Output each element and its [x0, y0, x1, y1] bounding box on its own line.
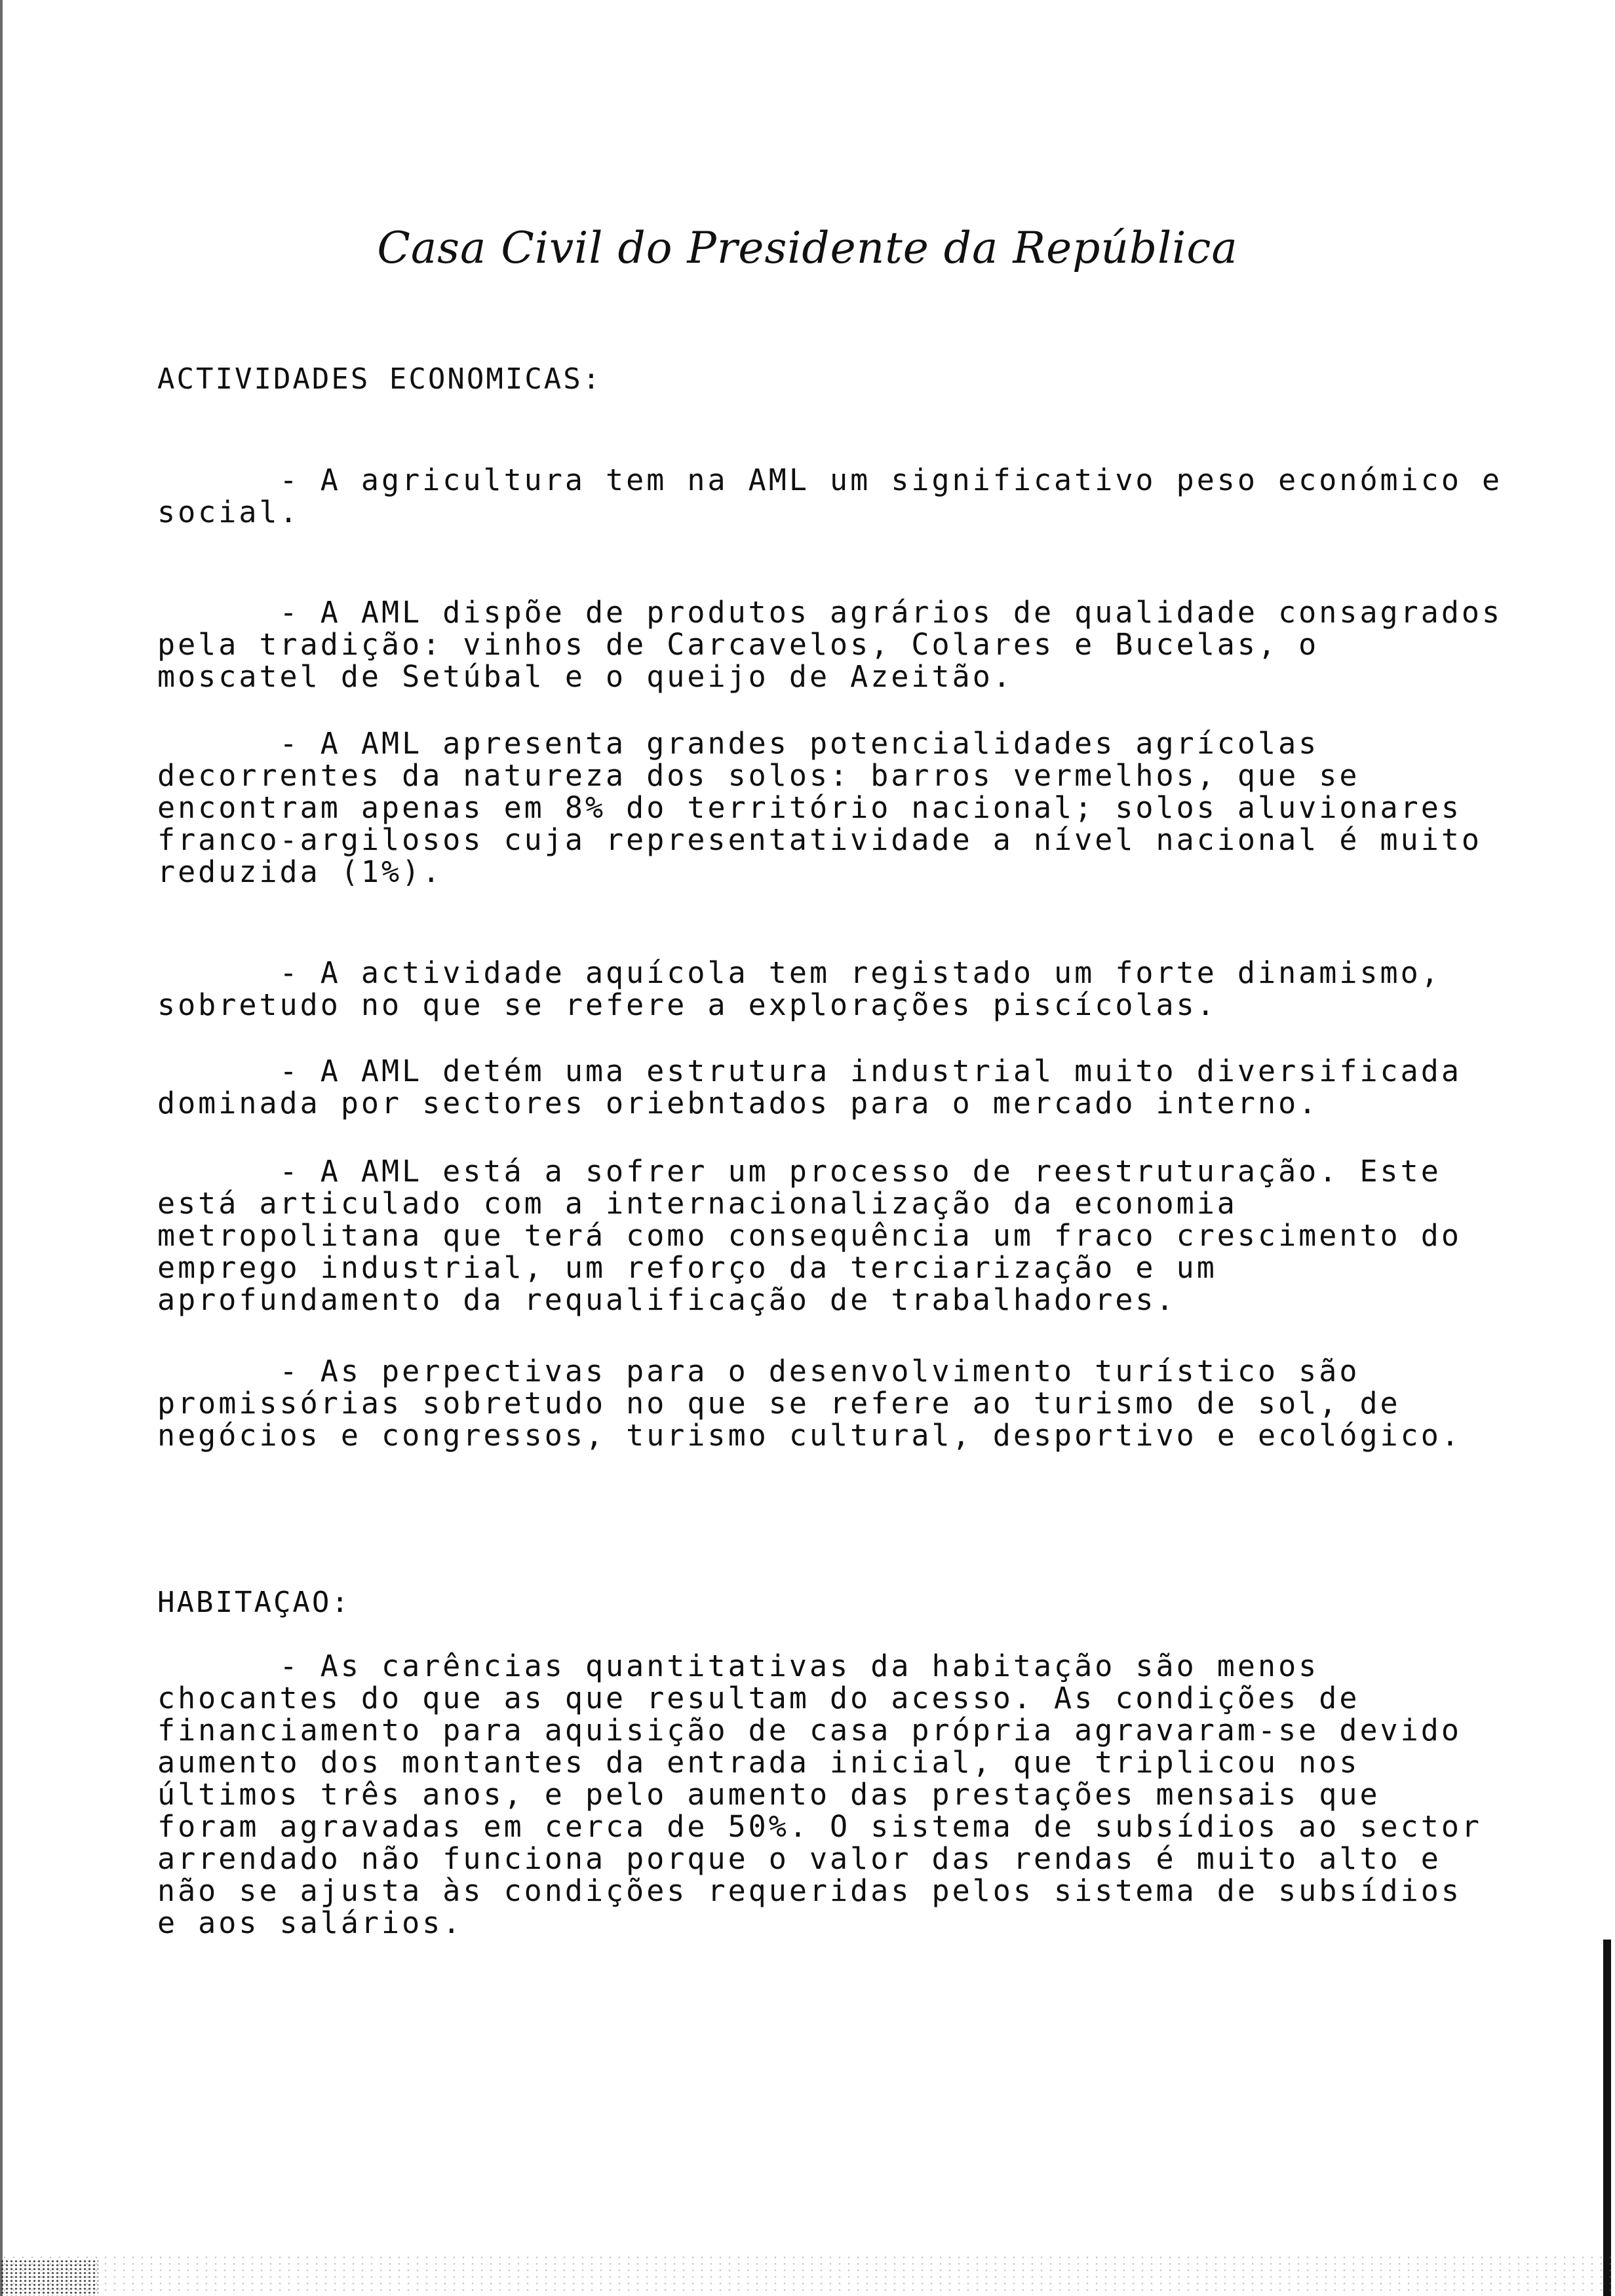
paragraph-agrarian-products: - A AML dispõe de produtos agrários de qualidade consagrados pela tradição: vinhos de Carcavelos, Colares e Bucelas, o moscatel de Setúbal e o queijo de Azeitão.	[157, 595, 1503, 694]
paragraph-tourism: - As perpectivas para o desenvolvimento turístico são promissórias sobretudo no que se refere ao turismo de sol, de negócios e congressos, turismo cultural, desportivo e ecológico.	[157, 1354, 1462, 1453]
economic-activities-heading: ACTIVIDADES ECONOMICAS:	[157, 362, 602, 396]
paragraph-restructuring: - A AML está a sofrer um processo de reestruturação. Este está articulado com a internacionalização da economia metropolitana que terá como consequência um fraco crescimento do emprego industrial, um reforço da terciarização e um aprofundamento da requalificação de trabalhadores.	[157, 1154, 1462, 1317]
scan-bottom-noise	[0, 2254, 1615, 2296]
paragraph-housing: - As carências quantitativas da habitação são menos chocantes do que as que resultam do acesso. As condições de financiamento para aquisição de casa própria agravaram-se devido aumento dos montantes da entrada inicial, que triplicou nos últimos três anos, e pelo aumento das prestações mensais que foram agravadas em cerca de 50%. O sistema de subsídios ao sector arrendado não funciona porque o valor das rendas é muito alto e não se ajusta às condições requeridas pelos sistema de subsídios e aos salários.	[157, 1649, 1482, 1940]
paragraph-agricultural-potential: - A AML apresenta grandes potencialidades agrícolas decorrentes da natureza dos solos: barros vermelhos, que se encontram apenas em 8% do território nacional; solos aluvionares franco-argilosos cuja representatividade a nível nacional é muito reduzida (1%).	[157, 726, 1482, 889]
scan-right-edge	[1603, 1940, 1611, 2296]
scan-left-edge	[0, 0, 3, 2296]
scan-corner-noise	[0, 2259, 98, 2296]
paragraph-industry: - A AML detém uma estrutura industrial muito diversificada dominada por sectores oriebntados para o mercado interno.	[157, 1054, 1462, 1120]
letterhead: Casa Civil do Presidente da República	[377, 223, 1238, 273]
paragraph-agriculture: - A agricultura tem na AML um significativo peso económico e social.	[157, 463, 1503, 529]
housing-heading: HABITAÇAO:	[157, 1586, 351, 1619]
paragraph-aquaculture: - A actividade aquícola tem registado um forte dinamismo, sobretudo no que se refere a explorações piscícolas.	[157, 955, 1441, 1022]
